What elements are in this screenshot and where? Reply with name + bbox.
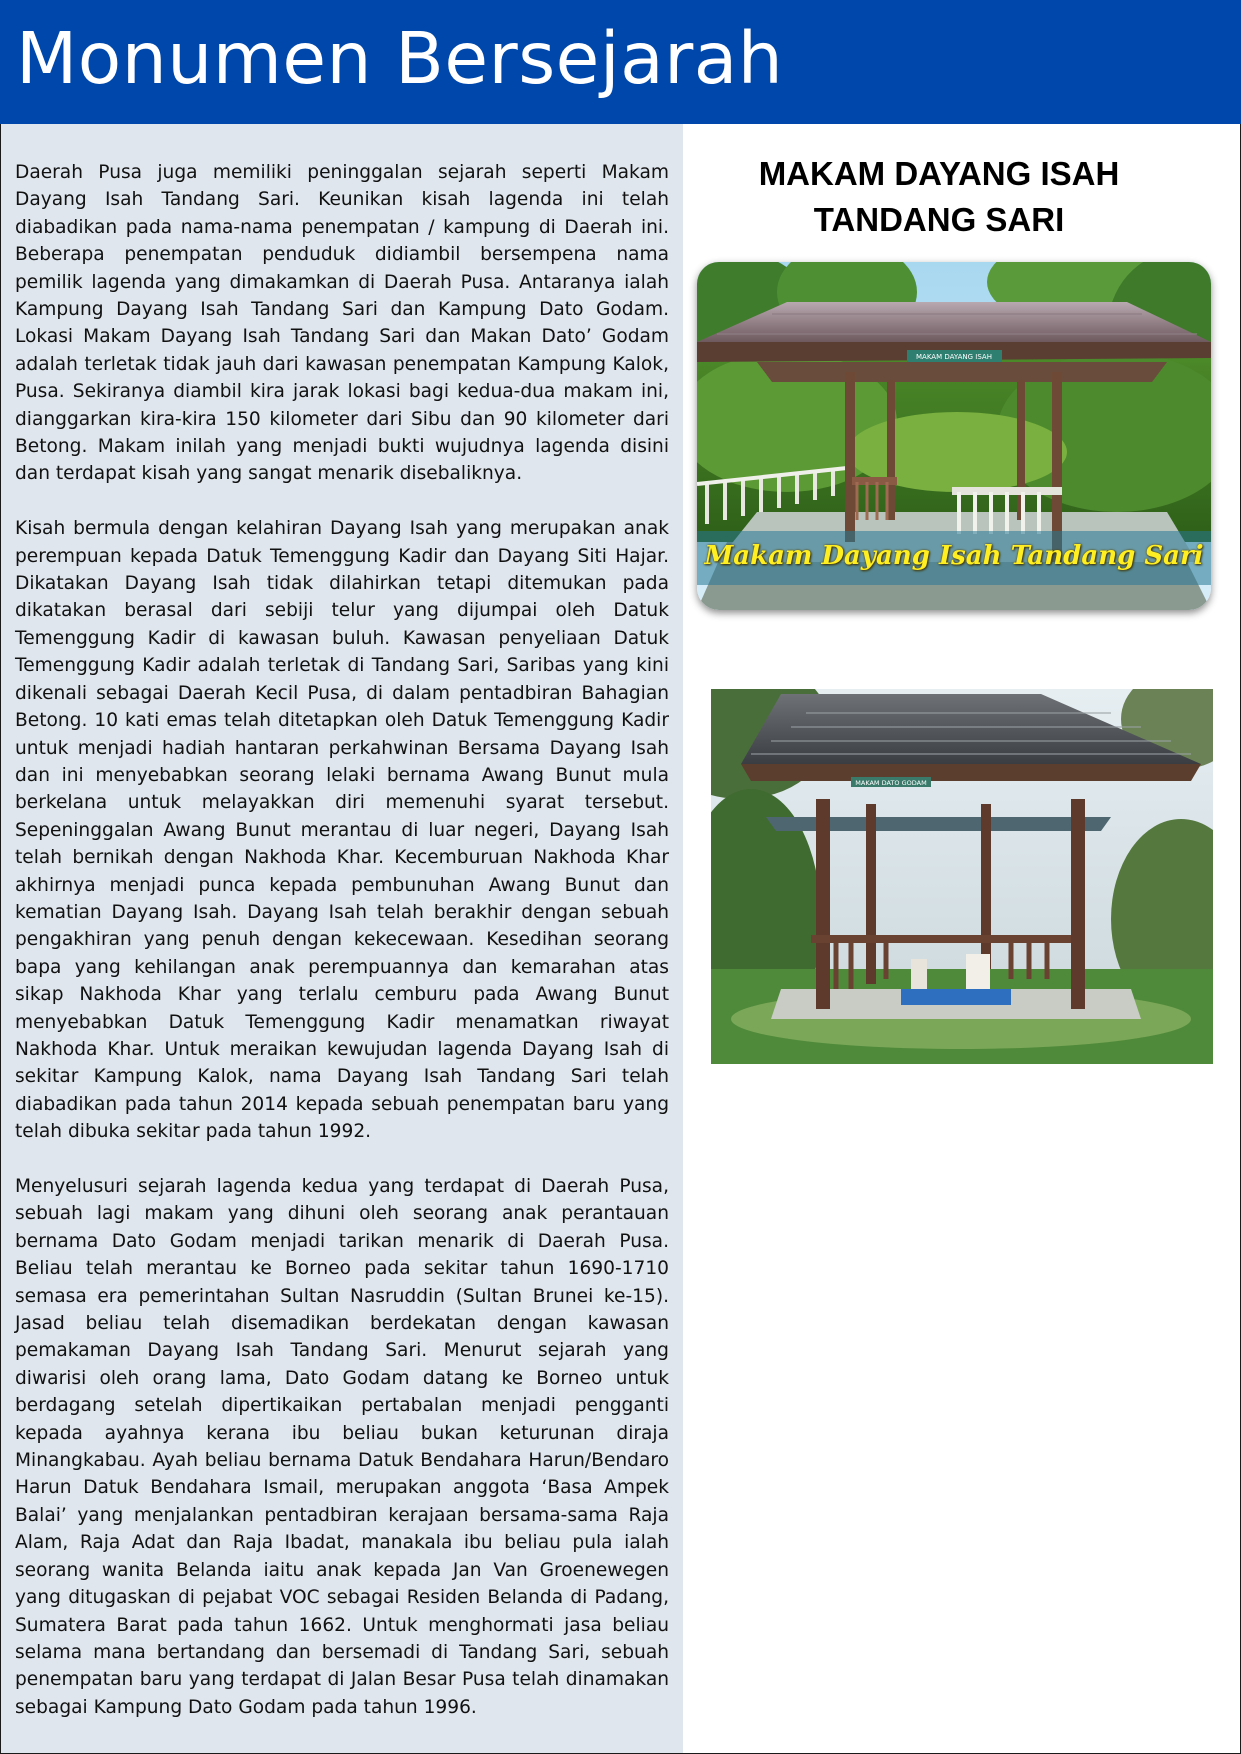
page-header [0, 0, 1241, 124]
tomb-photo-dato-godam [711, 689, 1213, 1064]
tomb-photo-dayang-isah [697, 262, 1211, 610]
page-title: Monumen Bersejarah [16, 17, 784, 100]
sidebar-title: MAKAM DAYANG ISAH TANDANG SARI [758, 155, 1120, 238]
article-paragraph: Kisah bermula dengan kelahiran Dayang Isah yang merupakan anak perempuan kepada Datuk Temenggung Kadir dan Dayang Siti Hajar. Dikatakan Dayang Isah tidak dilahirkan tetapi ditemukan pada dikatakan berasal dari sebiji telur yang dijumpai oleh Datuk Temenggung Kadir di kawasan buluh. Kawasan penyeliaan Datuk Temenggung Kadir adalah terletak di Tandang Sari, Saribas yang kini dikenali sebagai Daerah Kecil Pusa, di dalam pentadbiran Bahagian Betong. 10 kati emas telah ditetapkan oleh Datuk Temenggung Kadir untuk menjadi hadiah hantaran perkahwinan Bersama Dayang Isah dan ini menyebabkan seorang lelaki bernama Awang Bunut mula berkelana untuk melayakkan diri memenuhi syarat tersebut. Sepeninggalan Awang Bunut merantau di luar negeri, Dayang Isah telah bernikah dengan Nakhoda Khar. Kecemburuan Nakhoda Khar akhirnya menjadi punca kepada pembunuhan Awang Bunut dan kematian Dayang Isah. Dayang Isah telah berakhir dengan sebuah pengakhiran yang penuh dengan kekecewaan. Kesedihan seorang bapa yang kehilangan anak perempuannya dan kemarahan atas sikap Nakhoda Khar yang terlalu cemburu pada Awang Bunut menyebabkan Datuk Temenggung Kadir menamatkan riwayat Nakhoda Khar. Untuk meraikan kewujudan lagenda Dayang Isah di sekitar Kampung Kalok, nama Dayang Isah Tandang Sari telah diabadikan pada tahun 2014 kepada sebuah penempatan baru yang telah dibuka sekitar pada tahun 1992. [15, 518, 669, 1143]
article-paragraph: Daerah Pusa juga memiliki peninggalan sejarah seperti Makam Dayang Isah Tandang Sari. Keunikan kisah lagenda ini telah diabadikan pada nama-nama penempatan / kampung di Daerah ini. Beberapa penempatan penduduk didiambil bersempena nama pemilik lagenda yang dimakamkan di Daerah Pusa. Antaranya ialah Kampung Dayang Isah Tandang Sari dan Kampung Dato Godam. Lokasi Makam Dayang Isah Tandang Sari dan Makan Dato’ Godam adalah terletak tidak jauh dari kawasan penempatan Kampung Kalok, Pusa. Sekiranya diambil kira jarak lokasi bagi kedua-dua makam ini, dianggarkan kira-kira 150 kilometer dari Sibu dan 90 kilometer dari Betong. Makam inilah yang menjadi bukti wujudnya lagenda disini dan terdapat kisah yang sangat menarik disebaliknya. [15, 162, 669, 485]
photo-caption: Makam Dayang Isah Tandang Sari [704, 541, 1204, 571]
article-body [15, 159, 669, 1721]
tomb-sign-text: MAKAM DAYANG ISAH [916, 353, 992, 361]
gazebo-illustration [711, 689, 1213, 1064]
tomb-sign-text: MAKAM DATO GODAM [855, 779, 927, 787]
article-paragraph: Menyelusuri sejarah lagenda kedua yang terdapat di Daerah Pusa, sebuah lagi makam yang dihuni oleh seorang anak perantauan bernama Dato Godam menjadi tarikan menarik di Daerah Pusa. Beliau telah merantau ke Borneo pada sekitar tahun 1690-1710 semasa era pemerintahan Sultan Nasruddin (Sultan Brunei ke-15). Jasad beliau telah disemadikan berdekatan dengan kawasan pemakaman Dayang Isah Tandang Sari. Menurut sejarah yang diwarisi oleh orang lama, Dato Godam datang ke Borneo untuk berdagang setelah dipertikaikan pertabalan menjadi pengganti kepada ayahnya kerana ibu beliau bukan keturunan diraja Minangkabau. Ayah beliau bernama Datuk Bendahara Harun/Bendaro Harun Datuk Bendahara Ismail, merupakan anggota ‘Basa Ampek Balai’ yang menjalankan pentadbiran kerajaan bersama-sama Raja Alam, Raja Adat dan Raja Ibadat, manakala ibu beliau pula ialah seorang wanita Belanda iaitu anak kepada Jan Van Groenewegen yang ditugaskan di pejabat VOC sebagai Residen Belanda di Padang, Sumatera Barat pada tahun 1662. Untuk menghormati jasa beliau selama mana bertandang dan bersemadi di Tandang Sari, sebuah penempatan baru yang terdapat di Jalan Besar Pusa telah dinamakan sebagai Kampung Dato Godam pada tahun 1996. [15, 1176, 669, 1718]
